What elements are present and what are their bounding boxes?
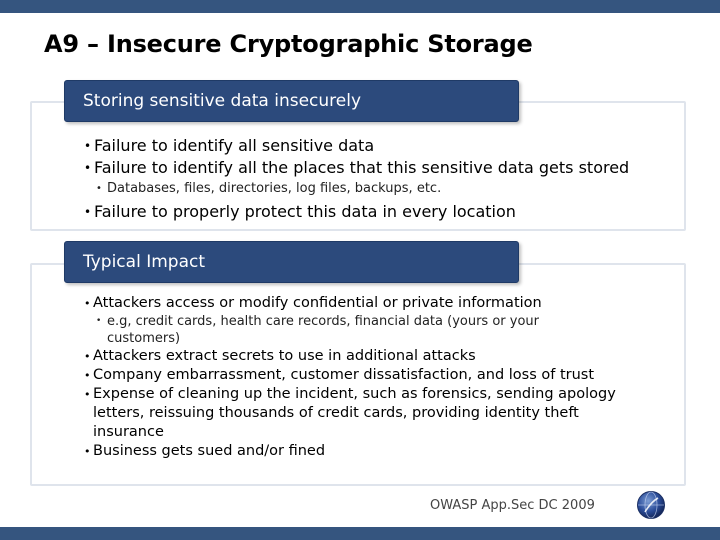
sub-bullet-item: • Databases, files, directories, log files, backups, etc.	[84, 179, 629, 199]
owasp-globe-icon	[636, 490, 666, 520]
slide-title: A9 – Insecure Cryptographic Storage	[44, 30, 533, 58]
bullet-item: • Attackers extract secrets to use in additional attacks	[84, 347, 633, 366]
top-bar	[0, 0, 720, 13]
section1-heading: Storing sensitive data insecurely	[64, 80, 519, 122]
bullet-item: • Failure to properly protect this data in every location	[84, 201, 629, 223]
bullet-item: • Company embarrassment, customer dissatisfaction, and loss of trust	[84, 366, 633, 385]
bullet-item: • Expense of cleaning up the incident, such as forensics, sending apology letters, reissuing thousands of credit cards, providing identity theft insurance	[84, 385, 633, 442]
section2-list	[84, 294, 633, 461]
footer-text: OWASP App.Sec DC 2009	[430, 498, 595, 513]
bullet-item: • Business gets sued and/or fined	[84, 442, 633, 461]
bottom-bar	[0, 527, 720, 540]
section1-list	[84, 135, 629, 223]
sub-bullet-item: • e.g, credit cards, health care records, financial data (yours or your customers)	[84, 313, 607, 347]
section2-heading: Typical Impact	[64, 241, 519, 283]
bullet-item: • Attackers access or modify confidential or private information	[84, 294, 633, 313]
bullet-item: • Failure to identify all the places that this sensitive data gets stored	[84, 157, 629, 179]
bullet-item: • Failure to identify all sensitive data	[84, 135, 629, 157]
